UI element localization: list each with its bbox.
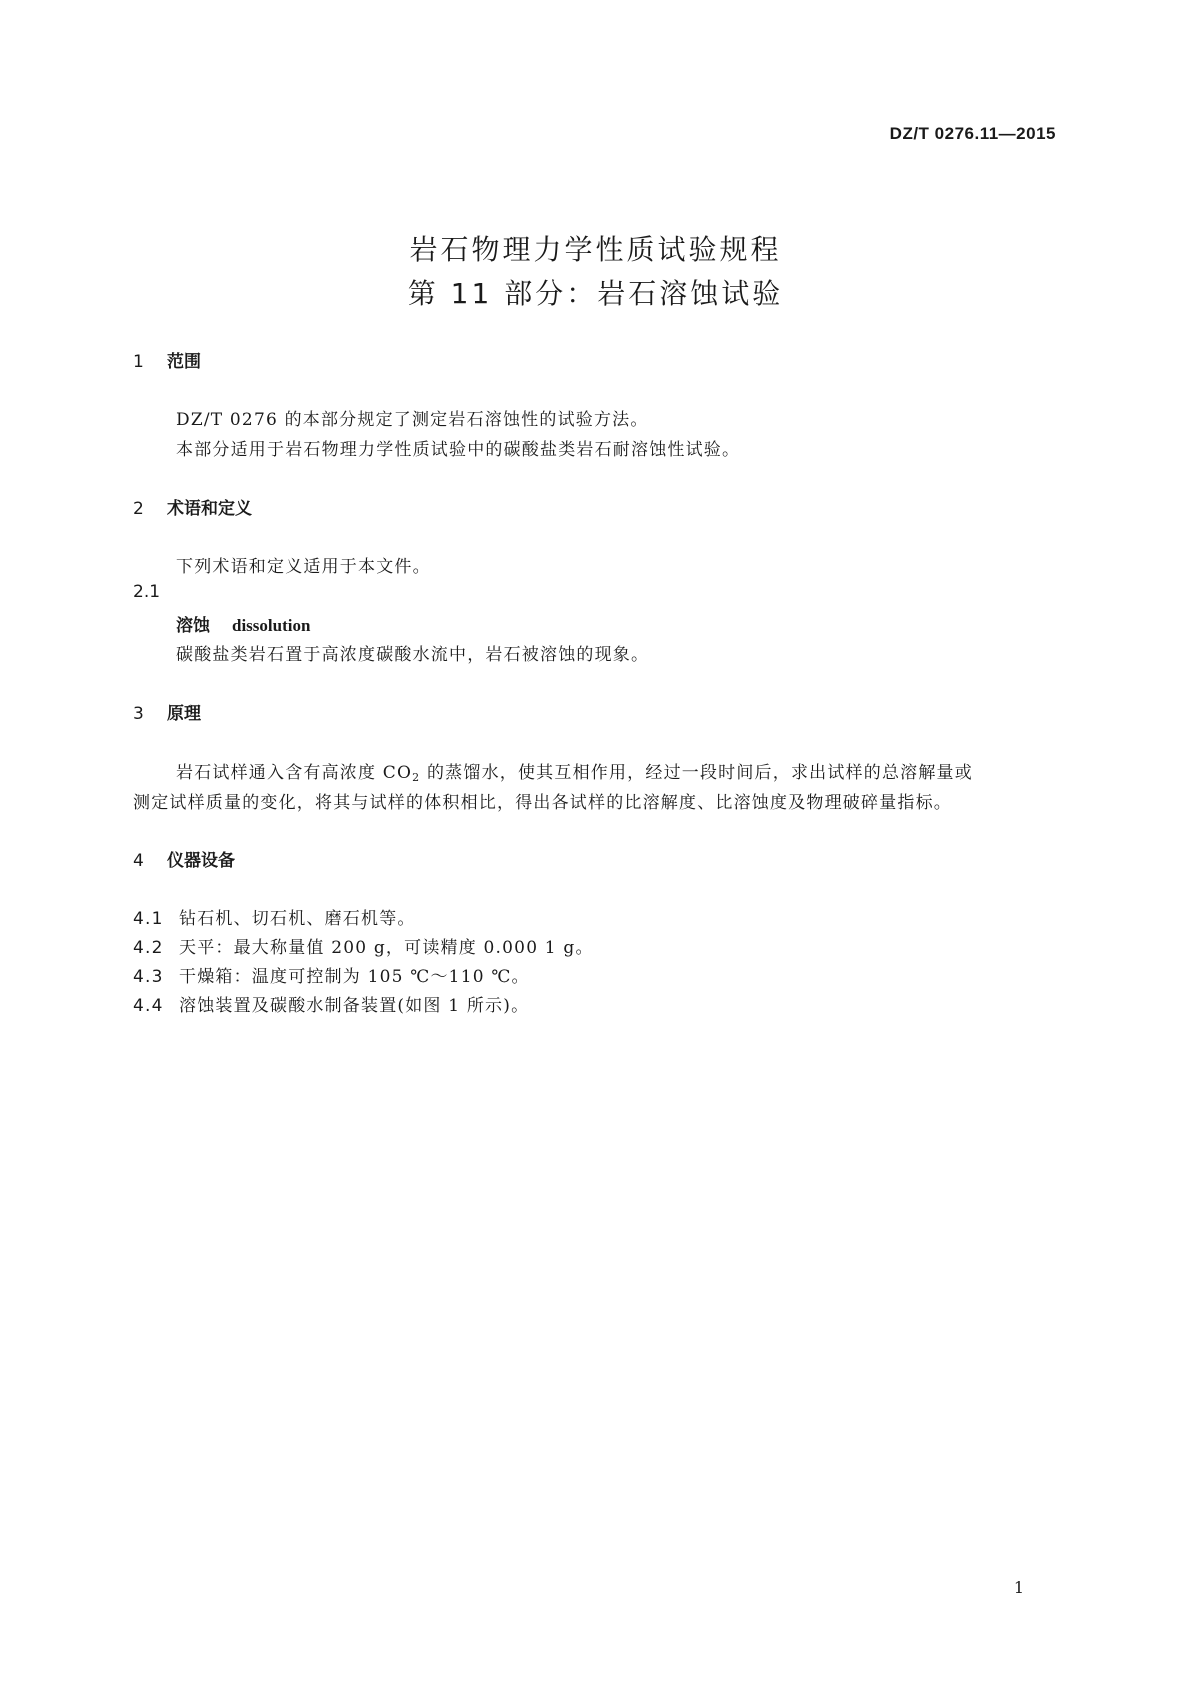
equipment-item: 4.3 干燥箱：温度可控制为 105 ℃～110 ℃。	[133, 967, 530, 987]
term-chinese: 溶蚀	[176, 616, 210, 636]
scope-paragraph-2: 本部分适用于岩石物理力学性质试验中的碳酸盐类岩石耐溶蚀性试验。	[176, 440, 741, 460]
section-heading-principle	[133, 699, 201, 724]
section-number: 4	[133, 851, 144, 871]
section-heading-equipment	[133, 846, 235, 871]
section-heading-scope	[133, 347, 201, 372]
section-title: 仪器设备	[167, 851, 235, 871]
equipment-item: 4.1 钻石机、切石机、磨石机等。	[133, 909, 416, 929]
document-subtitle: 第 11 部分：岩石溶蚀试验	[407, 277, 784, 310]
principle-line-1: 岩石试样通入含有高浓度 $CO_2$ 的蒸馏水，使其互相作用，经过一段时间后，求出试样的总溶解量或	[176, 763, 973, 784]
equipment-item: 4.2 天平：最大称量值 200 g，可读精度 0.000 1 g。	[133, 938, 594, 958]
equipment-item: 4.4 溶蚀装置及碳酸水制备装置(如图 1 所示)。	[133, 996, 530, 1016]
section-title: 范围	[167, 352, 201, 372]
section-title: 原理	[167, 704, 201, 724]
section-number: 2	[133, 499, 144, 519]
section-number: 3	[133, 704, 144, 724]
section-title: 术语和定义	[167, 499, 252, 519]
document-title: 岩石物理力学性质试验规程	[409, 233, 782, 266]
clause-number: 2.1	[133, 582, 161, 602]
section-number: 1	[133, 352, 144, 372]
terms-intro: 下列术语和定义适用于本文件。	[176, 557, 431, 577]
term-definition: 碳酸盐类岩石置于高浓度碳酸水流中，岩石被溶蚀的现象。	[176, 645, 650, 665]
term-entry	[176, 611, 310, 636]
page-number: 1	[1013, 1578, 1024, 1597]
term-english: dissolution	[232, 616, 311, 635]
subscript-2: 2	[412, 771, 421, 784]
principle-line-2: 测定试样质量的变化，将其与试样的体积相比，得出各试样的比溶解度、比溶蚀度及物理破碎量指标。	[133, 793, 952, 813]
section-heading-terms	[133, 494, 252, 519]
scope-paragraph-1: DZ/T 0276 的本部分规定了测定岩石溶蚀性的试验方法。	[176, 410, 649, 430]
standard-code: DZ/T 0276.11—2015	[889, 124, 1056, 143]
